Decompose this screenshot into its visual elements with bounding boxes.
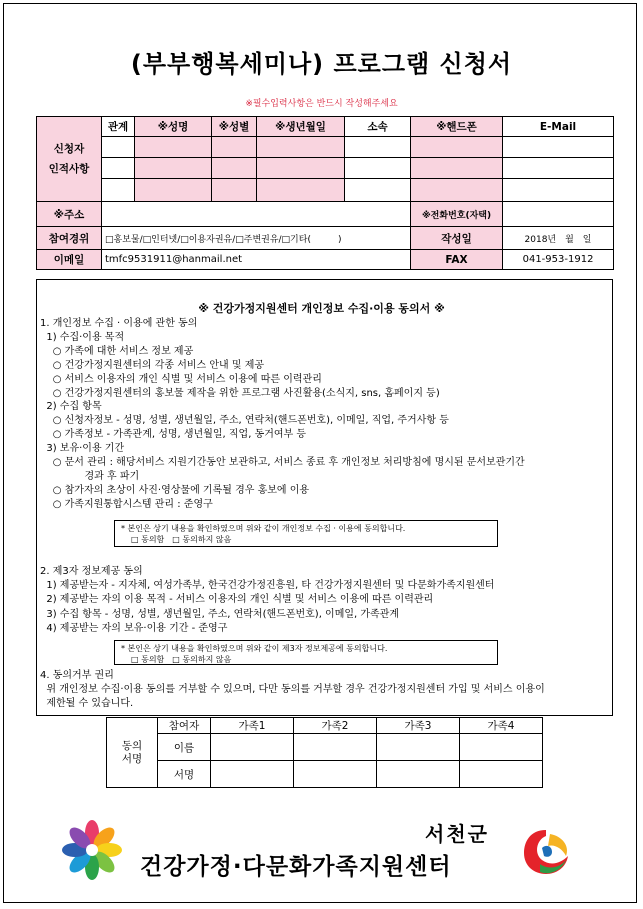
consent-line: 1. 개인정보 수집 · 이용에 관한 동의 xyxy=(40,318,198,329)
consent-line: 2. 제3자 정보제공 동의 xyxy=(40,566,143,577)
route-options[interactable]: □홍보물/□인터넷/□이용자권유/□주변권유/□기타( ) xyxy=(102,227,411,250)
consent-line: ○ 신청자정보 - 성명, 성별, 생년월일, 주소, 연락처(핸드폰번호), 이메일, 직업, 주거사항 등 xyxy=(40,415,449,427)
consent-line: ○ 참가자의 초상이 사진·영상물에 기록될 경우 홍보에 이용 xyxy=(40,484,310,496)
affiliation-input[interactable] xyxy=(345,158,411,179)
sig-col-family4: 가족4 xyxy=(460,718,543,734)
application-form-table xyxy=(36,116,614,270)
col-email: E-Mail xyxy=(503,117,614,137)
consent-line: 제한될 수 있습니다. xyxy=(40,698,134,709)
signature-side-label: 동의 서명 xyxy=(107,718,158,788)
col-gender: ※성별 xyxy=(212,117,257,137)
consent-line: ○ 가족에 대한 서비스 정보 제공 xyxy=(40,345,194,357)
consent-line: 1) 제공받는자 - 지자체, 여성가족부, 한국건강가정진흥원, 타 건강가정지원센터 및 다문화가족지원센터 xyxy=(40,580,495,592)
org-county: 서천군 xyxy=(425,822,489,846)
sig-name-input[interactable] xyxy=(377,734,460,761)
email-input[interactable] xyxy=(503,179,614,202)
home-phone-input[interactable] xyxy=(503,202,614,227)
birthdate-input[interactable] xyxy=(257,158,345,179)
mobile-input[interactable] xyxy=(411,158,503,179)
org-name: 건강가정·다문화가족지원센터 xyxy=(140,854,452,880)
relation-input[interactable] xyxy=(102,137,135,158)
consent-line: 위 개인정보 수집·이용 동의를 거부할 수 있으며, 다만 동의를 거부할 경우 건강가정지원센터 가입 및 서비스 이용이 xyxy=(40,684,545,695)
col-birthdate: ※생년월일 xyxy=(257,117,345,137)
col-name: ※성명 xyxy=(135,117,212,137)
sig-sign-input[interactable] xyxy=(211,761,294,788)
page-title: (부부행복세미나) 프로그램 신청서 xyxy=(130,50,513,78)
sig-sign-input[interactable] xyxy=(294,761,377,788)
consent-line: 1) 수집·이용 목적 xyxy=(40,331,125,343)
name-input[interactable] xyxy=(135,158,212,179)
sig-name-input[interactable] xyxy=(460,734,543,761)
flower-logo-icon xyxy=(62,820,122,880)
gender-input[interactable] xyxy=(212,179,257,202)
consent-line: ○ 가족정보 - 가족관계, 성명, 생년월일, 직업, 동거여부 등 xyxy=(40,429,307,441)
consent-line: ○ 건강가정지원센터의 각종 서비스 안내 및 제공 xyxy=(40,359,265,371)
date-value[interactable]: 2018년 월 일 xyxy=(503,227,614,250)
sig-row-name-label: 이름 xyxy=(158,734,211,761)
third-party-agreement-box xyxy=(114,640,498,665)
relation-input[interactable] xyxy=(102,179,135,202)
email-input[interactable] xyxy=(503,158,614,179)
birthdate-input[interactable] xyxy=(257,179,345,202)
sig-sign-input[interactable] xyxy=(460,761,543,788)
address-input[interactable] xyxy=(102,202,411,227)
consent-line: 4. 동의거부 권리 xyxy=(40,670,114,681)
mobile-input[interactable] xyxy=(411,179,503,202)
applicant-label: 신청자 인적사항 xyxy=(37,117,102,202)
col-mobile: ※핸드폰 xyxy=(411,117,503,137)
signature-table xyxy=(106,717,543,788)
col-affiliation: 소속 xyxy=(345,117,411,137)
sig-col-family2: 가족2 xyxy=(294,718,377,734)
col-relation: 관계 xyxy=(102,117,135,137)
address-label: ※주소 xyxy=(37,202,102,227)
route-label: 참여경위 xyxy=(37,227,102,250)
email-value: tmfc9531911@hanmail.net xyxy=(102,250,411,270)
sig-name-input[interactable] xyxy=(211,734,294,761)
consent-line: ○ 가족지원통합시스템 관리 : 준영구 xyxy=(40,498,213,510)
name-input[interactable] xyxy=(135,179,212,202)
consent-line: 2) 수집 항목 xyxy=(40,401,102,413)
consent-line: 4) 제공받는 자의 보유·이용 기간 - 준영구 xyxy=(40,622,228,634)
fax-label: FAX xyxy=(411,250,503,270)
sig-col-family1: 가족1 xyxy=(211,718,294,734)
consent-line: 3) 보유·이용 기간 xyxy=(40,443,125,455)
email-input[interactable] xyxy=(503,137,614,158)
sig-row-sign-label: 서명 xyxy=(158,761,211,788)
email-label: 이메일 xyxy=(37,250,102,270)
required-note: ※필수입력사항은 반드시 작성해주세요 xyxy=(245,99,398,109)
consent-title: ※ 건강가정지원센터 개인정보 수집·이용 동의서 ※ xyxy=(198,302,445,315)
third-party-agreement-options[interactable]: □ 동의함 □ 동의하지 않음 xyxy=(131,655,232,664)
gender-input[interactable] xyxy=(212,137,257,158)
fax-value: 041-953-1912 xyxy=(503,250,614,270)
consent-line: 3) 수집 항목 - 성명, 성별, 생년월일, 주소, 연락처(핸드폰번호), 이메일, 가족관계 xyxy=(40,608,400,620)
consent-agreement-box xyxy=(114,520,498,547)
date-label: 작성일 xyxy=(411,227,503,250)
consent-line: ○ 건강가정지원센터의 홍보물 제작을 위한 프로그램 사진활용(소식지, sns, 홈페이지 등) xyxy=(40,387,440,399)
affiliation-input[interactable] xyxy=(345,137,411,158)
home-phone-label: ※전화번호(자택) xyxy=(411,202,503,227)
relation-input[interactable] xyxy=(102,158,135,179)
sig-col-family3: 가족3 xyxy=(377,718,460,734)
consent-line: 2) 제공받는 자의 이용 목적 - 서비스 이용자의 개인 식별 및 서비스 이용에 따른 이력관리 xyxy=(40,594,434,606)
consent-agreement-options[interactable]: □ 동의함 □ 동의하지 않음 xyxy=(131,535,232,544)
consent-agreement-text: * 본인은 상기 내용을 확인하였으며 위와 같이 개인정보 수집 · 이용에 동의합니다. xyxy=(121,524,406,533)
name-input[interactable] xyxy=(135,137,212,158)
gender-input[interactable] xyxy=(212,158,257,179)
sig-col-participant: 참여자 xyxy=(158,718,211,734)
consent-line: ○ 문서 관리 : 해당서비스 지원기간동안 보관하고, 서비스 종료 후 개인정보 처리방침에 명시된 문서보관기간 xyxy=(40,457,525,468)
applicant-row xyxy=(37,137,614,158)
seochon-emblem-icon xyxy=(520,826,572,878)
consent-line: 경과 후 파기 xyxy=(40,470,140,482)
sig-name-input[interactable] xyxy=(294,734,377,761)
applicant-row xyxy=(37,158,614,179)
mobile-input[interactable] xyxy=(411,137,503,158)
applicant-row xyxy=(37,179,614,202)
birthdate-input[interactable] xyxy=(257,137,345,158)
sig-sign-input[interactable] xyxy=(377,761,460,788)
consent-line: ○ 서비스 이용자의 개인 식별 및 서비스 이용에 따른 이력관리 xyxy=(40,373,322,385)
third-party-agreement-text: * 본인은 상기 내용을 확인하였으며 위와 같이 제3자 정보제공에 동의합니다. xyxy=(121,644,388,653)
affiliation-input[interactable] xyxy=(345,179,411,202)
